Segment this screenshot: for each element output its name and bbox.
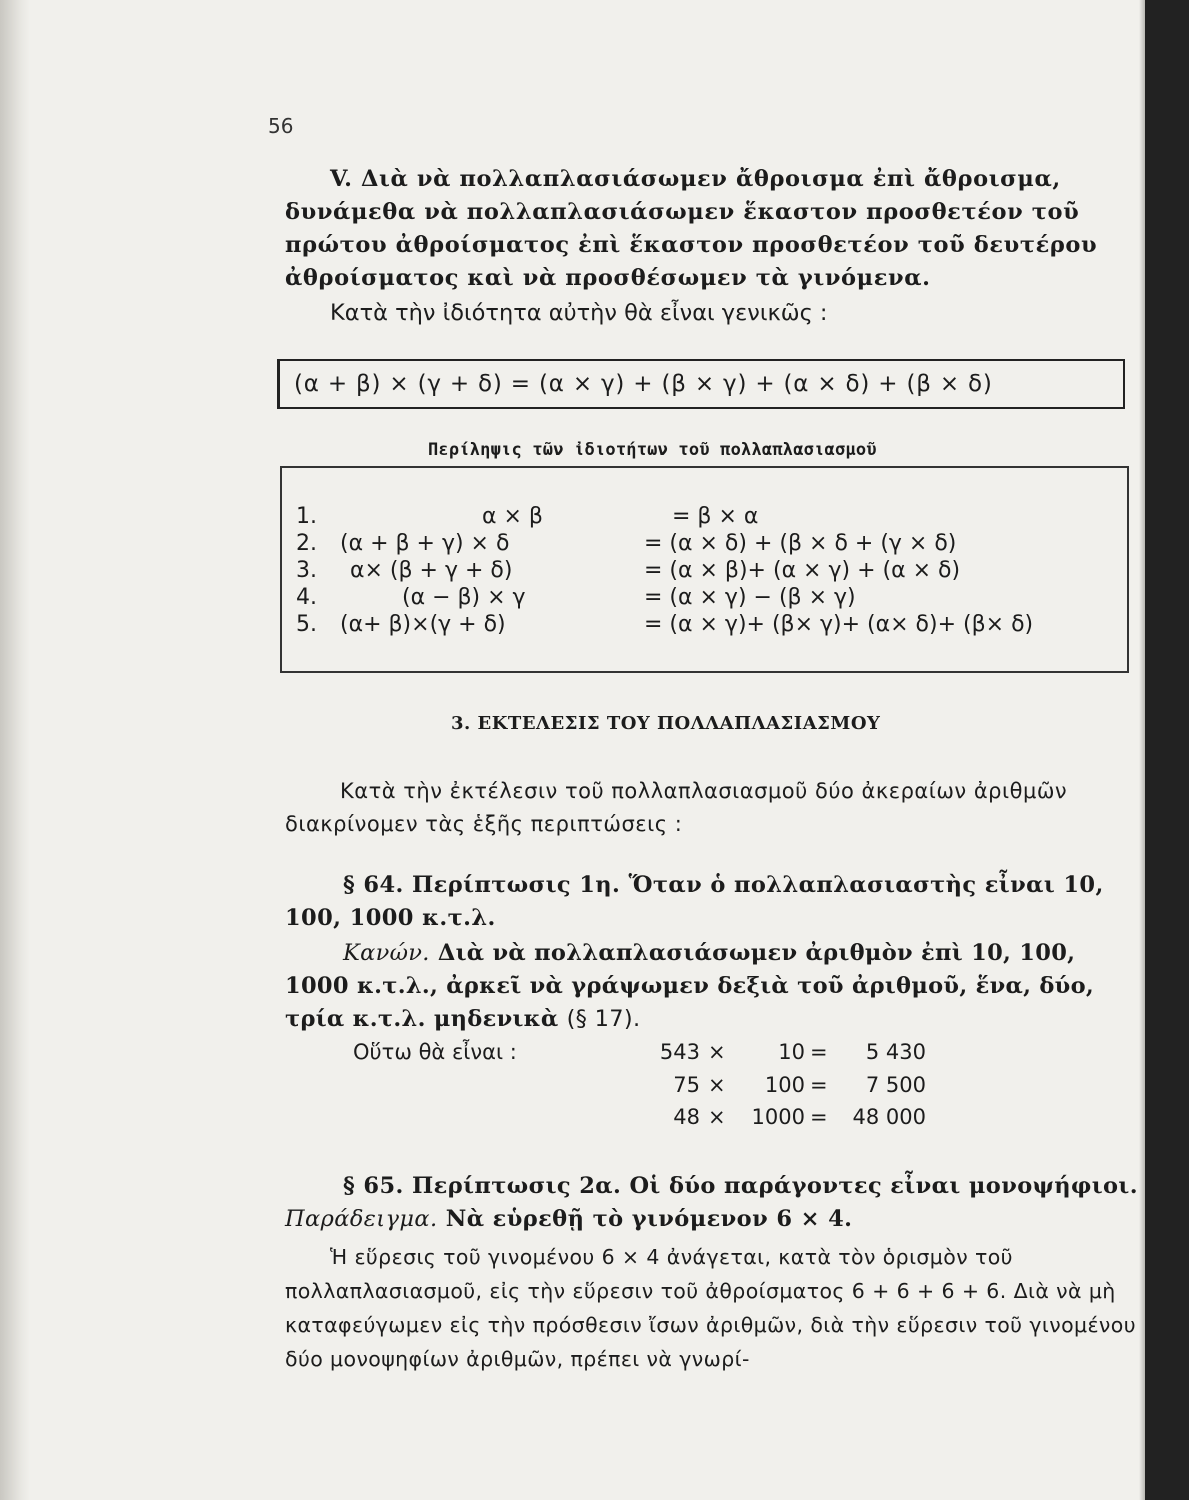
- case-1-label: § 64. Περίπτωσις 1η.: [343, 872, 621, 898]
- summary-row-number: 1.: [296, 504, 317, 529]
- summary-row: [282, 531, 1127, 561]
- summary-box: [280, 466, 1129, 673]
- example-row: [640, 1073, 940, 1103]
- case-1-text: Ὅταν ὁ πολλαπλασιαστὴς εἶναι 10, 100, 1000 κ.τ.λ.: [285, 872, 1104, 931]
- summary-row-number: 5.: [296, 612, 317, 637]
- example-factor-a: 75: [673, 1073, 700, 1097]
- example-factor-b: 1000: [751, 1105, 805, 1129]
- example-row: [640, 1040, 940, 1070]
- equals-sign: =: [810, 1105, 828, 1129]
- case-2-body: [285, 1240, 1140, 1376]
- summary-row-left: α× (β + γ + δ): [350, 558, 513, 583]
- case-2-label: § 65. Περίπτωσις 2α.: [343, 1173, 622, 1199]
- case-2-body-text: Ἡ εὕρεσις τοῦ γινομένου 6 × 4 ἀνάγεται, κατὰ τὸν ὁρισμὸν τοῦ πολλαπλασιασμοῦ, εἰς τὴν εὕρεσιν τοῦ ἀθροίσματος 6 + 6 + 6 + 6. Διὰ νὰ μὴ καταφεύγωμεν εἰς τὴν πρόσθεσιν ἴσων ἀριθμῶν, διὰ τὴν εὕρεσιν τοῦ γινομένου δύο μονοψηφίων ἀριθμῶν, πρέπει νὰ γνωρί-: [285, 1245, 1136, 1371]
- property-v-intro-text: Κατὰ τὴν ἰδιότητα αὐτὴν θὰ εἶναι γενικῶς :: [330, 300, 828, 326]
- equals-sign: =: [810, 1040, 828, 1064]
- case-2-text: Οἱ δύο παράγοντες εἶναι μονοψήφιοι.: [629, 1173, 1138, 1199]
- summary-row-left: α × β: [482, 504, 543, 529]
- summary-row-right: = (α × γ)+ (β× γ)+ (α× δ)+ (β× δ): [644, 612, 1034, 637]
- main-formula: (α + β) × (γ + δ) = (α × γ) + (β × γ) + (α × δ) + (β × δ): [294, 371, 993, 397]
- times-sign: ×: [708, 1073, 726, 1097]
- examples-label: Οὕτω θὰ εἶναι :: [353, 1040, 517, 1064]
- times-sign: ×: [708, 1040, 726, 1064]
- property-v-text: Διὰ νὰ πολλαπλασιάσωμεν ἄθροισμα ἐπὶ ἄθροισμα, δυνάμεθα νὰ πολλαπλασιάσωμεν ἕκαστον προσθετέον τοῦ πρώτου ἀθροίσματος ἐπὶ ἕκαστον προσθετέον τοῦ δευτέρου ἀθροίσματος καὶ νὰ προσθέσωμεν τὰ γινόμενα.: [285, 166, 1098, 291]
- summary-row: [282, 585, 1127, 615]
- rule-label: Κανών.: [343, 940, 430, 966]
- main-formula-box: [277, 359, 1125, 409]
- scan-left-edge: [0, 0, 30, 1500]
- rule-ref: (§ 17).: [566, 1006, 641, 1032]
- summary-row-left: (α − β) × γ: [402, 585, 526, 610]
- property-v-paragraph: [285, 163, 1140, 295]
- case-1-paragraph: [285, 869, 1140, 935]
- summary-row: [282, 504, 1127, 534]
- equals-sign: =: [810, 1073, 828, 1097]
- summary-row-number: 2.: [296, 531, 317, 556]
- summary-row: [282, 558, 1127, 588]
- summary-row-right: = (α × δ) + (β × δ + (γ × δ): [644, 531, 957, 556]
- summary-row-right: = (α × β)+ (α × γ) + (α × δ): [644, 558, 961, 583]
- property-v-intro: [285, 297, 1140, 330]
- summary-title: Περίληψις τῶν ἰδιοτήτων τοῦ πολλαπλασιασμοῦ: [428, 440, 877, 460]
- example-result: 5 430: [865, 1040, 926, 1064]
- example-factor-b: 100: [764, 1073, 805, 1097]
- execution-paragraph: [285, 775, 1140, 841]
- example-row: [640, 1105, 940, 1135]
- case-2-paragraph: [285, 1170, 1140, 1236]
- summary-row-left: (α+ β)×(γ + δ): [340, 612, 506, 637]
- example-factor-a: 543: [659, 1040, 700, 1064]
- property-v-label: V.: [330, 166, 353, 192]
- example-text: Νὰ εὑρεθῇ τὸ γινόμενον 6 × 4.: [445, 1206, 853, 1232]
- rule-text: Διὰ νὰ πολλαπλασιάσωμεν ἀριθμὸν ἐπὶ 10, 100, 1000 κ.τ.λ., ἀρκεῖ νὰ γράψωμεν δεξιὰ τοῦ ἀριθμοῦ, ἕνα, δύο, τρία κ.τ.λ. μηδενικὰ: [285, 940, 1095, 1032]
- summary-row: [282, 612, 1127, 642]
- times-sign: ×: [708, 1105, 726, 1129]
- summary-row-right: = (α × γ) − (β × γ): [644, 585, 856, 610]
- summary-row-right: = β × α: [672, 504, 759, 529]
- rule-paragraph: [285, 937, 1140, 1036]
- summary-row-number: 3.: [296, 558, 317, 583]
- summary-row-left: (α + β + γ) × δ: [340, 531, 510, 556]
- example-result: 48 000: [852, 1105, 926, 1129]
- example-label: Παράδειγμα.: [285, 1206, 438, 1232]
- example-factor-b: 10: [778, 1040, 805, 1064]
- example-result: 7 500: [865, 1073, 926, 1097]
- section-heading: 3. ΕΚΤΕΛΕΣΙΣ ΤΟΥ ΠΟΛΛΑΠΛΑΣΙΑΣΜΟΥ: [451, 713, 881, 734]
- page-number: 56: [268, 114, 294, 138]
- summary-row-number: 4.: [296, 585, 317, 610]
- execution-text: Κατὰ τὴν ἐκτέλεσιν τοῦ πολλαπλασιασμοῦ δύο ἀκεραίων ἀριθμῶν διακρίνομεν τὰς ἑξῆς περιπτώσεις :: [285, 779, 1068, 836]
- example-factor-a: 48: [673, 1105, 700, 1129]
- scan-right-edge: [1145, 0, 1189, 1500]
